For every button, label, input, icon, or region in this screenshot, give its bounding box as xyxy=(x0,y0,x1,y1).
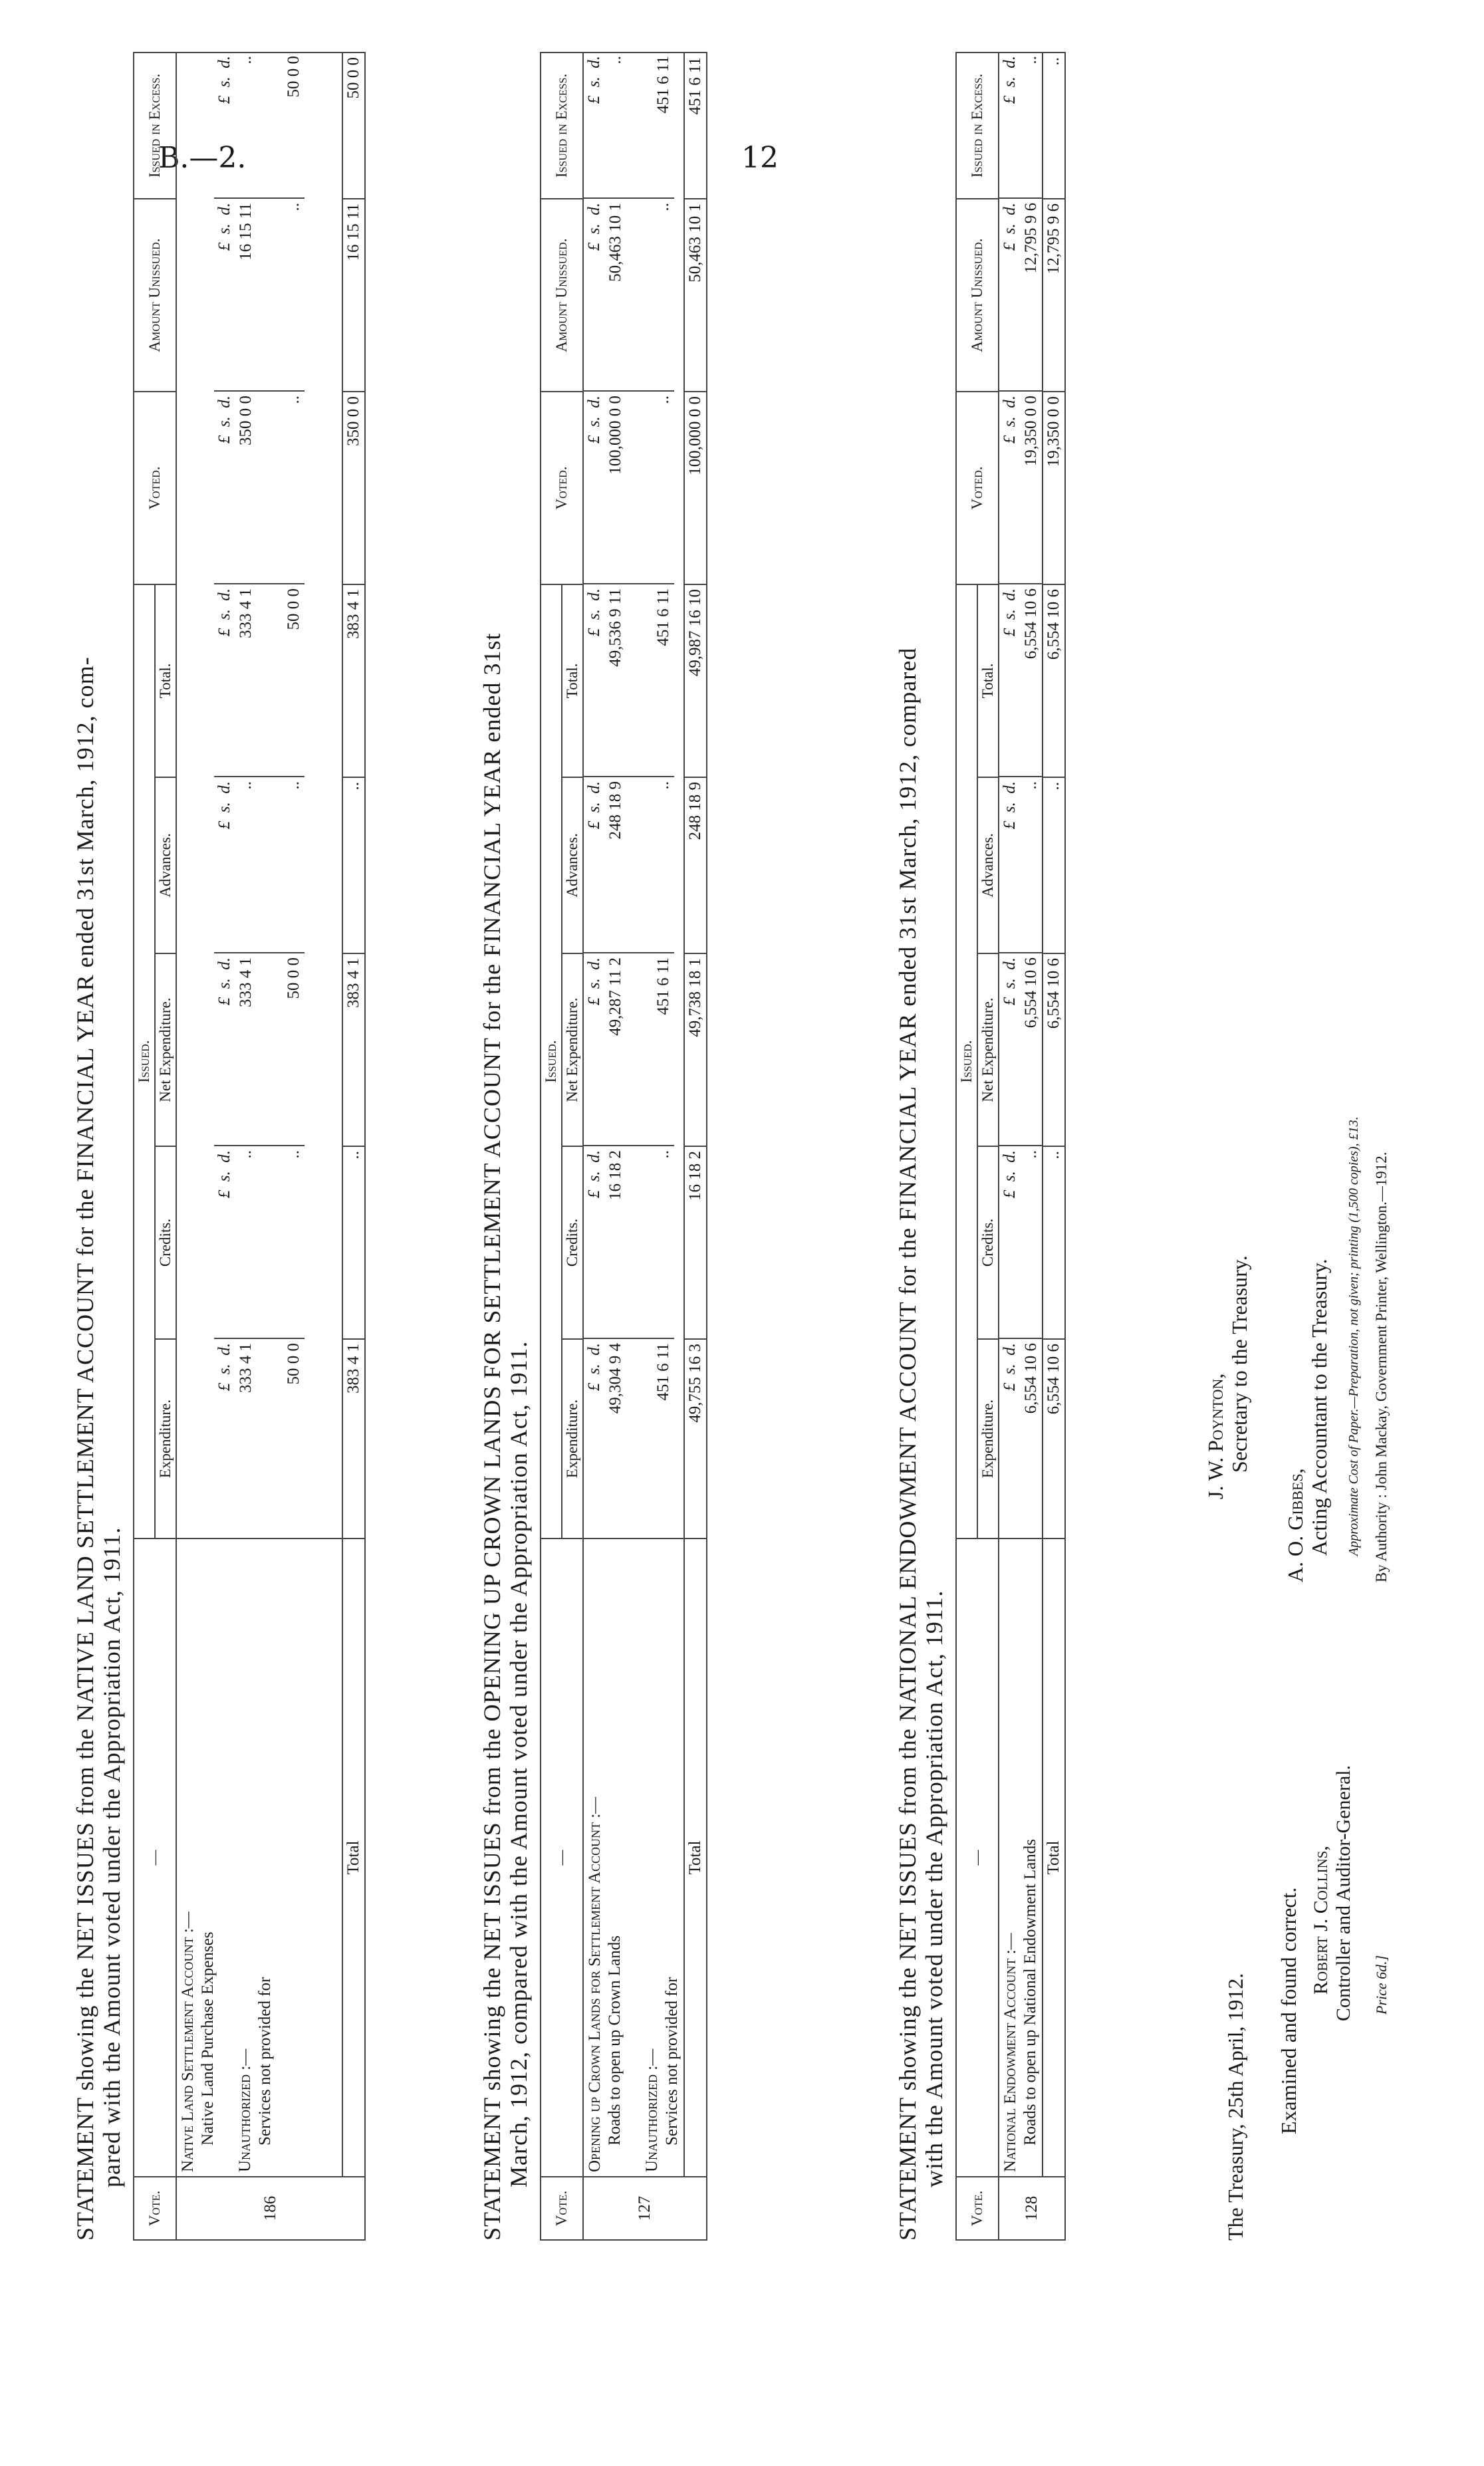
s2-item-net: 49,287 11 2 xyxy=(605,953,626,1146)
signature-accountant xyxy=(1283,1259,1331,1582)
s3-item-unissued: 12,795 9 6 xyxy=(1021,198,1042,391)
statement-title xyxy=(72,53,125,2241)
statement-title xyxy=(894,53,947,2241)
s2-item-voted: 100,000 0 0 xyxy=(605,391,626,584)
s2-unauth-voted: .. xyxy=(653,391,674,584)
cells-item xyxy=(176,53,342,1539)
total-row xyxy=(684,53,707,2240)
s1-unauth-total: 50 0 0 xyxy=(283,584,305,777)
s2-unauth-advances: .. xyxy=(653,777,674,953)
col-total: Total. xyxy=(155,584,176,777)
col-total: Total. xyxy=(977,584,999,777)
s3-item-advances: .. xyxy=(1021,777,1042,953)
s3-total-net: 6,554 10 6 xyxy=(1043,953,1065,1146)
col-vote: Vote. xyxy=(956,2177,999,2240)
vote-number: 186 xyxy=(176,2177,365,2240)
s1-unauth-net: 50 0 0 xyxy=(283,953,305,1146)
s1-item-unissued: 16 15 11 xyxy=(235,198,257,391)
s1-item-voted: 350 0 0 xyxy=(235,391,257,584)
item-label: Roads to open up National Endowment Lands xyxy=(1021,1838,1039,2146)
s1-unauth-advances: .. xyxy=(283,777,305,953)
signature-controller xyxy=(1310,1765,1355,2021)
s1-total-expenditure: 383 4 1 xyxy=(342,1339,365,1539)
col-description: — xyxy=(541,1539,583,2177)
s1-item-excess: .. xyxy=(237,56,255,64)
statement-native-land xyxy=(72,53,366,2241)
s2-total-advances: 248 18 9 xyxy=(684,777,707,953)
statement-table xyxy=(133,52,366,2241)
title-line: STATEMENT showing the NET ISSUES from the NATIONAL ENDOWMENT ACCOUNT for the FINANCIAL YEAR ended 31st March, 1912, compared xyxy=(894,647,921,2241)
unauth-label: Services not provided for xyxy=(256,1977,274,2146)
col-advances: Advances. xyxy=(155,777,176,953)
s2-unauth-net: 451 6 11 xyxy=(653,953,674,1146)
s1-unauth-voted: .. xyxy=(283,391,305,584)
s1-total-advances: .. xyxy=(342,777,365,953)
col-advances: Advances. xyxy=(562,777,583,953)
unauth-label: Services not provided for xyxy=(663,1977,681,2146)
treasury-date: The Treasury, 25th April, 1912. xyxy=(1223,1973,1247,2241)
row-description xyxy=(583,1539,684,2177)
col-voted: Voted. xyxy=(956,392,999,584)
total-label: Total xyxy=(684,1539,707,2177)
col-expenditure: Expenditure. xyxy=(562,1339,583,1539)
s3-total-excess: .. xyxy=(1043,53,1065,199)
row-description xyxy=(999,1539,1043,2177)
signer-name: J. W. Poynton, xyxy=(1203,1373,1227,1499)
s1-item-net: 333 4 1 xyxy=(235,953,257,1146)
col-excess: Issued in Excess. xyxy=(956,53,999,199)
statement-table xyxy=(955,52,1066,2241)
col-vote: Vote. xyxy=(541,2177,583,2240)
s3-total-expenditure: 6,554 10 6 xyxy=(1043,1339,1065,1539)
vote-number: 128 xyxy=(999,2177,1065,2240)
title-line: March, 1912, compared with the Amount voted under the Appropriation Act, 1911. xyxy=(505,1340,532,2187)
statement-crown-lands xyxy=(479,53,707,2241)
col-description: — xyxy=(956,1539,999,2177)
col-unissued: Amount Unissued. xyxy=(541,199,583,392)
statement-national-endowment xyxy=(894,53,1066,2241)
s2-unauth-unissued: .. xyxy=(653,198,674,391)
s2-item-expenditure: 49,304 9 4 xyxy=(605,1338,626,1538)
s2-total-net: 49,738 18 1 xyxy=(684,953,707,1146)
col-voted: Voted. xyxy=(134,392,176,584)
cell-grid: £ s. d. £ s. d. £ s. d. £ s. d. £ s. d. £ s. d. £ s. d. £ s. d. 6,554 10 6 .. 6,554 10 6 .. 6,554 10 6 19,350 0 0 12,795 9 6 .. xyxy=(999,52,1042,1538)
s2-total-total: 49,987 16 10 xyxy=(684,584,707,777)
s3-total-unissued: 12,795 9 6 xyxy=(1043,199,1065,392)
printer-authority: By Authority : John Mackay, Government Printer, Wellington.—1912. xyxy=(1373,1152,1390,1582)
account-heading: National Endowment Account :— xyxy=(1001,1933,1019,2172)
title-line: STATEMENT showing the NET ISSUES from the NATIVE LAND SETTLEMENT ACCOUNT for the FINANCIAL YEAR ended 31st March, 1912, com- xyxy=(72,656,98,2241)
s2-unauth-expenditure: 451 6 11 xyxy=(653,1338,674,1538)
statement-table xyxy=(540,52,707,2241)
item-label: Roads to open up Crown Lands xyxy=(606,1935,624,2146)
title-line: STATEMENT showing the NET ISSUES from the OPENING UP CROWN LANDS FOR SETTLEMENT ACCOUNT for the FINANCIAL YEAR ended 31st xyxy=(479,632,505,2241)
item-label: Native Land Purchase Expenses xyxy=(199,1931,217,2146)
signer-name: Robert J. Collins, xyxy=(1310,1846,1332,1995)
signer-title: Secretary to the Treasury. xyxy=(1227,1255,1251,1473)
s1-unauth-unissued: .. xyxy=(283,198,305,391)
s3-item-excess: .. xyxy=(1022,56,1040,64)
col-expenditure: Expenditure. xyxy=(155,1339,176,1539)
account-heading: Opening up Crown Lands for Settlement Account :— xyxy=(586,1796,604,2172)
s1-unauth-excess: 50 0 0 xyxy=(285,56,303,98)
cell-grid: £ s. d. £ s. d. £ s. d. £ s. d. £ s. d. £ s. d. £ s. d. £ s. d. 49,304 9 4 16 18 2 49,287 11 2 248 18 9 49,536 9 11 100,000 0 0 50,463 10 1 .. 451 6 11 .. 451 6 11 .. 451 6 11 .. .. 451 6 11 xyxy=(584,52,674,1538)
s3-item-net: 6,554 10 6 xyxy=(1021,953,1042,1146)
s3-total-credits: .. xyxy=(1043,1146,1065,1339)
s2-total-unissued: 50,463 10 1 xyxy=(684,199,707,392)
rotated-sheet xyxy=(53,0,1403,2287)
s1-total-excess: 50 0 0 xyxy=(342,53,365,199)
s3-item-credits: .. xyxy=(1021,1146,1042,1338)
s1-item-advances: .. xyxy=(235,777,257,953)
cells-item xyxy=(583,53,684,1539)
total-label: Total xyxy=(342,1539,365,2177)
units-row xyxy=(176,53,342,2240)
s1-total-credits: .. xyxy=(342,1146,365,1339)
page-number: 12 xyxy=(741,141,779,175)
s2-total-credits: 16 18 2 xyxy=(684,1146,707,1339)
cell-grid: £ s. d. £ s. d. £ s. d. £ s. d. £ s. d. £ s. d. £ s. d. £ s. d. 333 4 1 .. 333 4 1 .. 333 4 1 350 0 0 16 15 11 .. 50 0 0 .. 50 0 0 .. 50 0 0 .. .. 50 0 0 xyxy=(214,52,305,1538)
col-total: Total. xyxy=(562,584,583,777)
s2-total-voted: 100,000 0 0 xyxy=(684,392,707,584)
unauth-heading: Unauthorized :— xyxy=(643,2048,661,2172)
col-unissued: Amount Unissued. xyxy=(956,199,999,392)
col-credits: Credits. xyxy=(977,1146,999,1339)
col-voted: Voted. xyxy=(541,392,583,584)
statement-title xyxy=(479,53,532,2241)
account-heading: Native Land Settlement Account :— xyxy=(179,1911,197,2172)
unauth-heading: Unauthorized :— xyxy=(236,2048,254,2172)
cost-note: Approximate Cost of Paper.—Preparation, not given; printing (1,500 copies), £13. xyxy=(1346,1116,1361,1556)
col-expenditure: Expenditure. xyxy=(977,1339,999,1539)
s3-total-total: 6,554 10 6 xyxy=(1043,584,1065,777)
s1-item-credits: .. xyxy=(235,1146,257,1338)
signature-secretary xyxy=(1203,1255,1251,1499)
s1-total-unissued: 16 15 11 xyxy=(342,199,365,392)
signer-title: Controller and Auditor-General. xyxy=(1332,1765,1354,2021)
s3-total-advances: .. xyxy=(1043,777,1065,953)
col-credits: Credits. xyxy=(562,1146,583,1339)
col-advances: Advances. xyxy=(977,777,999,953)
signer-name: A. O. Gibbes, xyxy=(1283,1468,1307,1582)
vote-number: 127 xyxy=(583,2177,707,2240)
s2-unauth-total: 451 6 11 xyxy=(653,584,674,777)
col-credits: Credits. xyxy=(155,1146,176,1339)
s1-unauth-expenditure: 50 0 0 xyxy=(283,1338,305,1538)
s2-item-credits: 16 18 2 xyxy=(605,1146,626,1338)
col-excess: Issued in Excess. xyxy=(134,53,176,199)
col-issued: Issued. xyxy=(956,584,977,1539)
document-code: B.—2. xyxy=(158,141,247,175)
col-vote: Vote. xyxy=(134,2177,176,2240)
s2-item-excess: .. xyxy=(606,56,624,64)
s3-item-total: 6,554 10 6 xyxy=(1021,584,1042,777)
s2-total-expenditure: 49,755 16 3 xyxy=(684,1339,707,1539)
s1-total-voted: 350 0 0 xyxy=(342,392,365,584)
s2-item-total: 49,536 9 11 xyxy=(605,584,626,777)
total-row xyxy=(1043,53,1065,2240)
s3-total-voted: 19,350 0 0 xyxy=(1043,392,1065,584)
cells-item xyxy=(999,53,1043,1539)
col-excess: Issued in Excess. xyxy=(541,53,583,199)
s1-item-total: 333 4 1 xyxy=(235,584,257,777)
s2-unauth-excess: 451 6 11 xyxy=(654,56,672,114)
price-note: Price 6d.] xyxy=(1373,1955,1390,2015)
s2-item-unissued: 50,463 10 1 xyxy=(605,198,626,391)
col-issued: Issued. xyxy=(541,584,562,1539)
s2-item-advances: 248 18 9 xyxy=(605,777,626,953)
examined-note: Examined and found correct. xyxy=(1277,1887,1300,2134)
s1-total-total: 383 4 1 xyxy=(342,584,365,777)
col-unissued: Amount Unissued. xyxy=(134,199,176,392)
col-description: — xyxy=(134,1539,176,2177)
signer-title: Acting Accountant to the Treasury. xyxy=(1307,1259,1331,1556)
title-line: pared with the Amount voted under the Appropriation Act, 1911. xyxy=(98,1527,125,2187)
s3-item-voted: 19,350 0 0 xyxy=(1021,391,1042,584)
s1-unauth-credits: .. xyxy=(283,1146,305,1338)
col-net-expenditure: Net Expenditure. xyxy=(562,953,583,1146)
col-net-expenditure: Net Expenditure. xyxy=(977,953,999,1146)
s2-total-excess: 451 6 11 xyxy=(684,53,707,199)
s3-item-expenditure: 6,554 10 6 xyxy=(1021,1338,1042,1538)
row-description xyxy=(176,1539,342,2177)
s1-item-expenditure: 333 4 1 xyxy=(235,1338,257,1538)
col-issued: Issued. xyxy=(134,584,155,1539)
total-label: Total xyxy=(1043,1539,1065,2177)
total-row xyxy=(342,53,365,2240)
title-line: with the Amount voted under the Appropriation Act, 1911. xyxy=(921,1590,947,2187)
col-net-expenditure: Net Expenditure. xyxy=(155,953,176,1146)
s1-total-net: 383 4 1 xyxy=(342,953,365,1146)
s2-unauth-credits: .. xyxy=(653,1146,674,1338)
